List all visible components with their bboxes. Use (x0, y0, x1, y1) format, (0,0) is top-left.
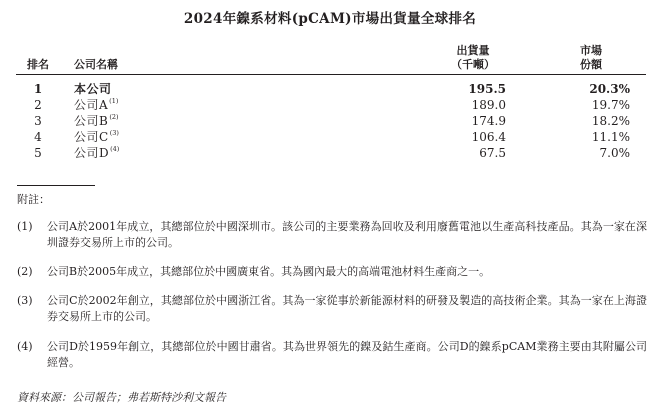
share-cell: 7.0% (599, 146, 630, 160)
table-title: 2024年鎳系材料(pCAM)市場出貨量全球排名 (183, 11, 477, 27)
footnote-text: 公司B於2005年成立，其總部位於中國廣東省。其為國內最大的高端電池材料生產商之一。 (47, 265, 491, 278)
company-cell (60, 113, 426, 129)
header-rank: 排名 (16, 44, 60, 75)
shipments-cell: 67.5 (479, 146, 506, 160)
share-cell: 11.1% (591, 130, 630, 144)
table-row (16, 75, 646, 98)
company-name: 公司D (74, 146, 110, 160)
notes-heading: 附註： (17, 193, 50, 206)
header-share (540, 44, 646, 75)
notes-divider (17, 185, 95, 186)
ranking-table (16, 44, 646, 161)
header-shipments-line1: 出貨量 (456, 44, 490, 57)
company-name: 公司B (74, 114, 109, 128)
rank-cell: 2 (34, 98, 42, 112)
footnote-ref: (3) (109, 129, 119, 137)
shipments-cell: 189.0 (471, 98, 506, 112)
company-name: 本公司 (74, 82, 112, 96)
header-share-line1: 市場 (580, 44, 602, 57)
shipments-cell: 106.4 (471, 130, 506, 144)
company-cell (60, 145, 426, 161)
table-row (16, 97, 646, 113)
footnote-ref: (4) (110, 145, 120, 153)
footnote-number: (3) (17, 294, 33, 307)
company-cell (60, 97, 426, 113)
rank-cell: 5 (34, 146, 42, 160)
shipments-cell: 195.5 (468, 82, 506, 96)
header-shipments-line2: （千噸） (451, 58, 495, 71)
share-cell: 20.3% (589, 82, 630, 96)
company-cell (60, 129, 426, 145)
rank-cell: 1 (33, 82, 43, 96)
source-note: 資料來源：公司報告；弗若斯特沙利文報告 (17, 391, 226, 404)
footnote-number: (1) (17, 220, 33, 233)
share-cell: 19.7% (591, 98, 630, 112)
rank-cell: 4 (34, 130, 42, 144)
table-header-row (16, 44, 646, 75)
table-row (16, 113, 646, 129)
table-row (16, 129, 646, 145)
footnote-ref: (1) (109, 97, 119, 105)
footnote-number: (2) (17, 265, 33, 278)
company-name: 公司A (74, 98, 109, 112)
footnote-text: 公司D於1959年創立，其總部位於中國甘肅省。其為世界領先的鎳及鈷生產商。公司D的鎳系pCAM業務主要由其附屬公司經營。 (47, 340, 647, 369)
company-name: 公司C (74, 130, 109, 144)
header-company: 公司名稱 (60, 44, 426, 75)
company-cell (60, 75, 426, 98)
header-shipments (426, 44, 540, 75)
footnote-text: 公司C於2002年創立，其總部位於中國浙江省。其為一家從事於新能源材料的研發及製造的高技術企業。其為一家在上海證券交易所上市的公司。 (47, 294, 647, 323)
table-row (16, 145, 646, 161)
shipments-cell: 174.9 (471, 114, 506, 128)
footnote-ref: (2) (109, 113, 119, 121)
share-cell: 18.2% (591, 114, 630, 128)
footnote-number: (4) (17, 340, 33, 353)
rank-cell: 3 (34, 114, 42, 128)
header-share-line2: 份額 (580, 58, 602, 71)
footnote-text: 公司A於2001年成立，其總部位於中國深圳市。該公司的主要業務為回收及利用廢舊電池以生產高科技產品。其為一家在深圳證券交易所上市的公司。 (47, 220, 647, 249)
